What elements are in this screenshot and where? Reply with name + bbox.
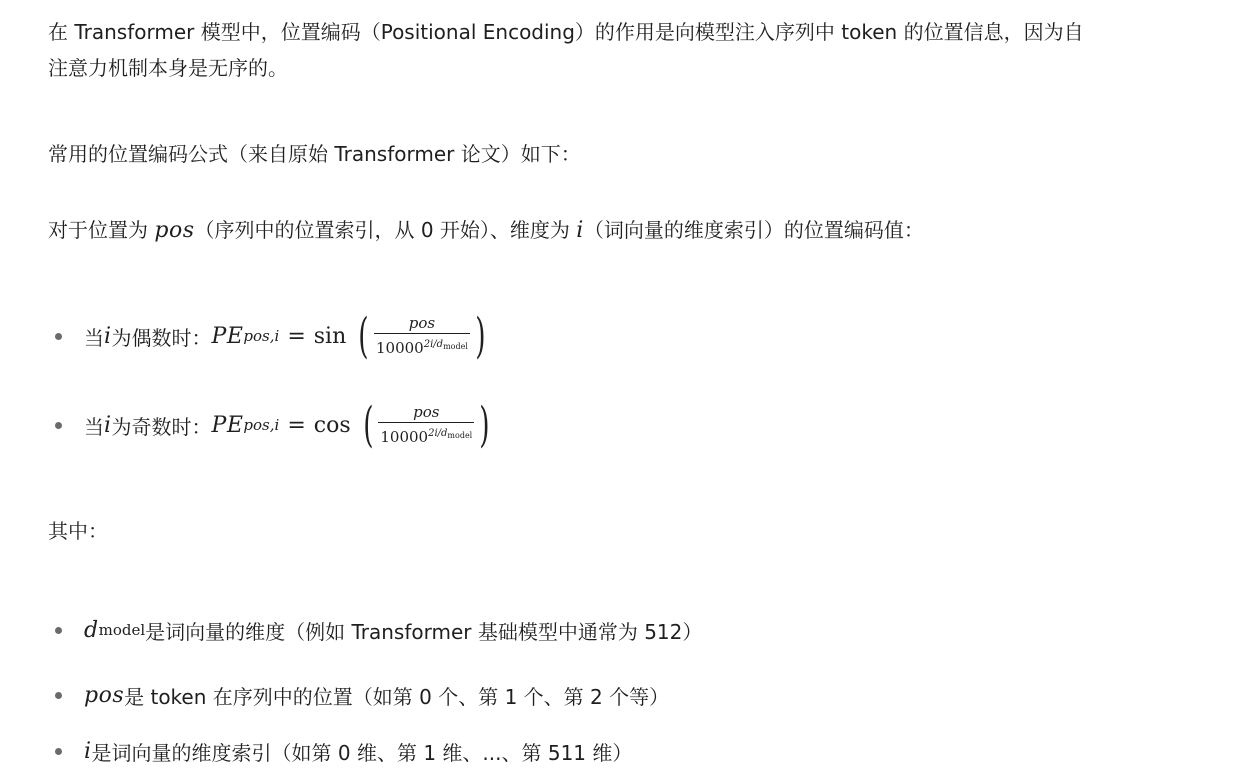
formula-label-prefix: 当 (84, 414, 104, 439)
intro-line-2: 注意力机制本身是无序的。 (48, 56, 288, 80)
formula-function: sin (313, 323, 347, 349)
definition-text: 是词向量的维度（例如 Transformer 基础模型中通常为 512） (145, 619, 703, 644)
pos-variable: pos (154, 218, 195, 243)
definition-item-pos (48, 677, 669, 713)
bullet-dot (55, 692, 62, 699)
fraction-numerator: pos (413, 403, 440, 421)
definition-var: d (84, 617, 99, 643)
formula-item-even (48, 306, 984, 366)
definition-var-subscript: model (98, 621, 146, 639)
bullet-dot (55, 627, 62, 634)
formula-intro-paragraph: 常用的位置编码公式（来自原始 Transformer 论文）如下： (48, 142, 581, 166)
formula-lhs: PE (211, 412, 244, 438)
formula-function: cos (313, 412, 351, 438)
bullet-dot (55, 748, 62, 755)
left-paren: ( (362, 397, 374, 453)
definition-text: 是 token 在序列中的位置（如第 0 个、第 1 个、第 2 个等） (124, 684, 670, 709)
intro-paragraph (48, 14, 1084, 86)
bullet-dot (55, 422, 62, 429)
formula-fraction (378, 403, 474, 447)
position-description-paragraph (48, 212, 924, 249)
formula-label-suffix: 为偶数时： (111, 325, 212, 350)
formula-lhs: PE (211, 323, 244, 349)
definition-item-i (48, 733, 632, 769)
position-desc-middle: （序列中的位置索引，从 0 开始）、维度为 (194, 218, 577, 242)
formula-fraction (374, 314, 470, 358)
position-desc-suffix: （词向量的维度索引）的位置编码值： (583, 218, 924, 242)
where-label: 其中： (48, 519, 108, 543)
definition-var: pos (84, 682, 125, 708)
right-paren: ) (475, 308, 486, 364)
position-desc-prefix: 对于位置为 (48, 218, 155, 242)
fraction-denominator: $10000^{2i/d_{model}}$ (378, 422, 474, 447)
definition-var: i (84, 738, 92, 764)
formula-var-i: i (104, 323, 112, 349)
right-paren: ) (479, 397, 490, 453)
left-paren: ( (358, 308, 369, 364)
formula-label-suffix: 为奇数时： (111, 414, 212, 439)
formula-var-i: i (104, 412, 112, 438)
formula-label-prefix: 当 (84, 325, 104, 350)
formula-item-odd (48, 395, 984, 455)
formula-equals: = (287, 412, 306, 438)
i-variable: i (576, 218, 584, 243)
bullet-dot (55, 333, 62, 340)
formula-lhs-subscript: pos,i (243, 416, 280, 434)
intro-line-1: 在 Transformer 模型中，位置编码（Positional Encoding）的作用是向模型注入序列中 token 的位置信息，因为自 (48, 20, 1084, 44)
formula-lhs-subscript: pos,i (243, 327, 280, 345)
formula-equals: = (287, 323, 306, 349)
fraction-numerator: pos (408, 314, 436, 332)
fraction-denominator: $10000^{2i/d_{model}}$ (374, 333, 470, 358)
definition-item-dmodel (48, 612, 702, 648)
definition-text: 是词向量的维度索引（如第 0 维、第 1 维、...、第 511 维） (91, 740, 633, 765)
